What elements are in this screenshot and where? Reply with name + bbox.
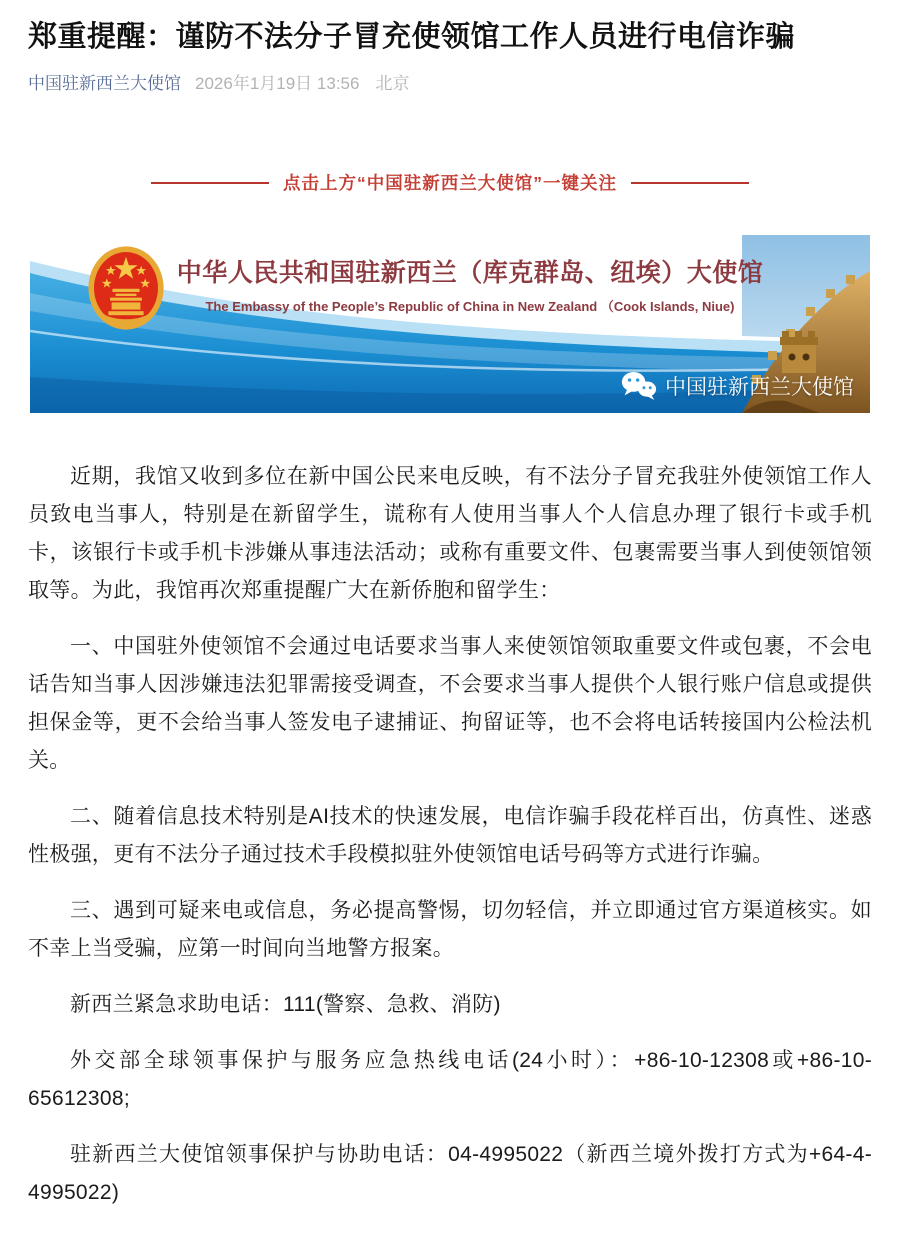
wechat-icon [621, 370, 657, 401]
paragraph-nz-emergency-phone: 新西兰紧急求助电话：111(警察、急救、消防) [70, 993, 501, 1017]
publish-location: 北京 [375, 74, 410, 94]
paragraph-mfa-hotline: 外交部全球领事保护与服务应急热线电话(24小时）：+86-10-12308或+86-10-65612308; [28, 1049, 872, 1111]
embassy-title-cn: 中华人民共和国驻新西兰（库克群岛、纽埃）大使馆 [176, 259, 764, 288]
paragraph-point-2: 二、随着信息技术特别是AI技术的快速发展，电信诈骗手段花样百出，仿真性、迷惑性极强，更有不法分子通过技术手段模拟驻外使领馆电话号码等方式进行诈骗。 [28, 805, 872, 867]
follow-banner-text: 点击上方“中国驻新西兰大使馆”一键关注 [283, 173, 617, 194]
publish-date: 2026年1月19日 13:56 [195, 74, 360, 94]
paragraph-point-1: 一、中国驻外使领馆不会通过电话要求当事人来使领馆领取重要文件或包裹，不会电话告知当事人因涉嫌违法犯罪需接受调查，不会要求当事人提供个人银行账户信息或提供担保金等，更不会给当事人签发电子逮捕证、拘留证等，也不会将电话转接国内公检法机关。 [28, 635, 872, 773]
paragraph-embassy-hotline: 驻新西兰大使馆领事保护与协助电话：04-4995022（新西兰境外拨打方式为+64-4-4995022) [28, 1143, 872, 1205]
follow-banner [28, 170, 872, 195]
article-page [0, 18, 900, 1212]
paragraph-intro: 近期，我馆又收到多位在新中国公民来电反映，有不法分子冒充我驻外使领馆工作人员致电当事人，特别是在新留学生，谎称有人使用当事人个人信息办理了银行卡或手机卡，该银行卡或手机卡涉嫌从事违法活动；或称有重要文件、包裹需要当事人到使领馆领取等。为此，我馆再次郑重提醒广大在新侨胞和留学生： [28, 465, 872, 603]
account-name-link[interactable]: 中国驻新西兰大使馆 [28, 74, 181, 94]
wechat-watermark [621, 370, 854, 401]
embassy-header-image [30, 235, 870, 413]
article-meta [28, 72, 872, 96]
article-body [28, 458, 872, 1212]
paragraph-point-3: 三、遇到可疑来电或信息，务必提高警惕，切勿轻信，并立即通过官方渠道核实。如不幸上当受骗，应第一时间向当地警方报案。 [28, 899, 872, 961]
watchtower [780, 331, 818, 373]
wechat-watermark-label: 中国驻新西兰大使馆 [665, 375, 854, 399]
banner-titles [150, 253, 790, 315]
embassy-title-en: The Embassy of the People’s Republic of China in New Zealand （Cook Islands, Niue) [205, 299, 735, 315]
follow-banner-right-line [631, 182, 749, 184]
follow-banner-left-line [151, 182, 269, 184]
article-title: 郑重提醒：谨防不法分子冒充使领馆工作人员进行电信诈骗 [28, 21, 796, 53]
